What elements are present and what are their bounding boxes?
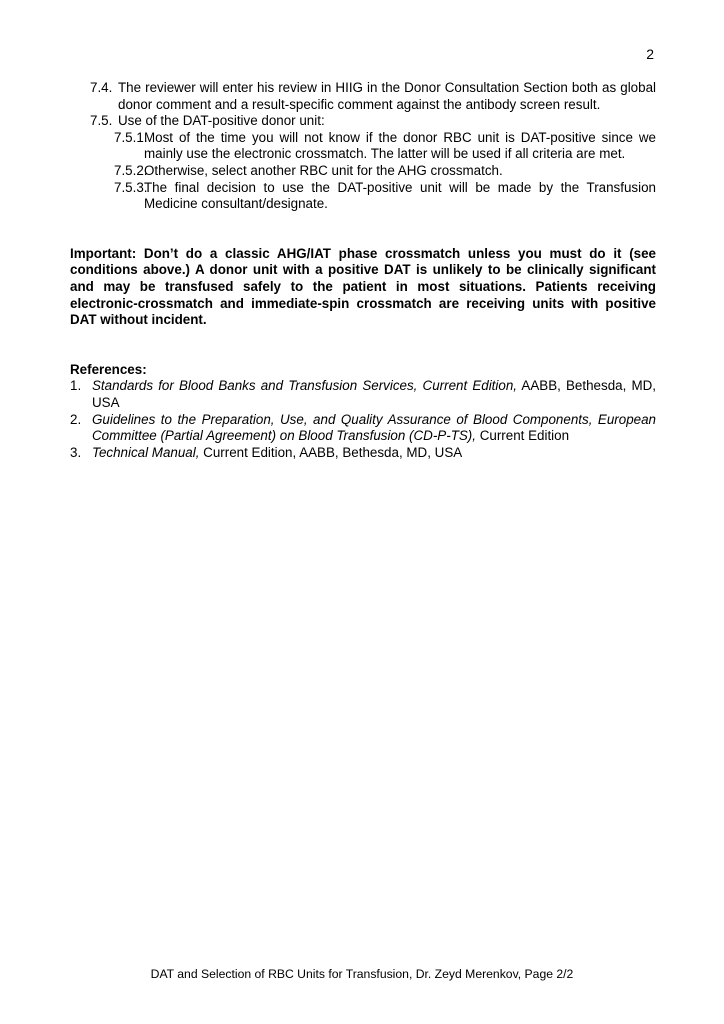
section-text: Use of the DAT-positive donor unit: (118, 113, 325, 129)
subsection-text: Most of the time you will not know if the donor RBC unit is DAT-positive since we mainly use the electronic crossmatch. The latter will be used if all criteria are met. (144, 129, 656, 162)
page-footer: DAT and Selection of RBC Units for Transfusion, Dr. Zeyd Merenkov, Page 2/2 (150, 967, 574, 981)
document-body (70, 80, 656, 461)
subsection-number: 7.5.1. (114, 129, 148, 145)
subsection-7-5-3 (70, 180, 656, 213)
page-number: 2 (646, 46, 654, 62)
reference-title: Standards for Blood Banks and Transfusion Services, Current Edition, (92, 378, 517, 394)
reference-number: 2. (70, 411, 82, 427)
reference-title: Guidelines to the Preparation, Use, and Quality Assurance of Blood Components, European Committee (Partial Agreement) on Blood Transfusion (CD-P-TS), (92, 411, 656, 444)
section-number: 7.4. (90, 80, 113, 95)
subsection-7-5-2 (70, 163, 656, 180)
important-note: Important: Don’t do a classic AHG/IAT phase crossmatch unless you must do it (see conditions above.) A donor unit with a positive DAT is unlikely to be clinically significant and may be transfused safely to the patient in most situations. Patients receiving electronic-crossmatch and immediate-spin crossmatch are receiving units with positive DAT without incident. (70, 245, 656, 328)
subsection-text: The final decision to use the DAT-positive unit will be made by the Transfusion Medicine consultant/designate. (144, 179, 656, 212)
section-text: The reviewer will enter his review in HIIG in the Donor Consultation Section both as global donor comment and a result-specific comment against the antibody screen result. (118, 80, 656, 112)
section-number: 7.5. (90, 113, 113, 129)
reference-item (70, 445, 656, 462)
subsection-text: Otherwise, select another RBC unit for the AHG crossmatch. (144, 162, 503, 178)
reference-title: Technical Manual, (92, 444, 200, 460)
references-heading: References: (70, 361, 147, 377)
reference-number: 1. (70, 378, 82, 394)
reference-number: 3. (70, 444, 82, 460)
section-7-5 (70, 113, 656, 130)
reference-details: AABB, Bethesda, MD, USA (92, 378, 656, 410)
section-7-4 (70, 80, 656, 113)
reference-details: Current Edition, AABB, Bethesda, MD, USA (199, 444, 463, 460)
subsection-number: 7.5.3. (114, 179, 148, 195)
subsection-number: 7.5.2. (114, 162, 148, 178)
subsection-7-5-1 (70, 130, 656, 163)
reference-details: Current Edition (476, 428, 570, 444)
reference-item (70, 412, 656, 445)
reference-item (70, 378, 656, 411)
